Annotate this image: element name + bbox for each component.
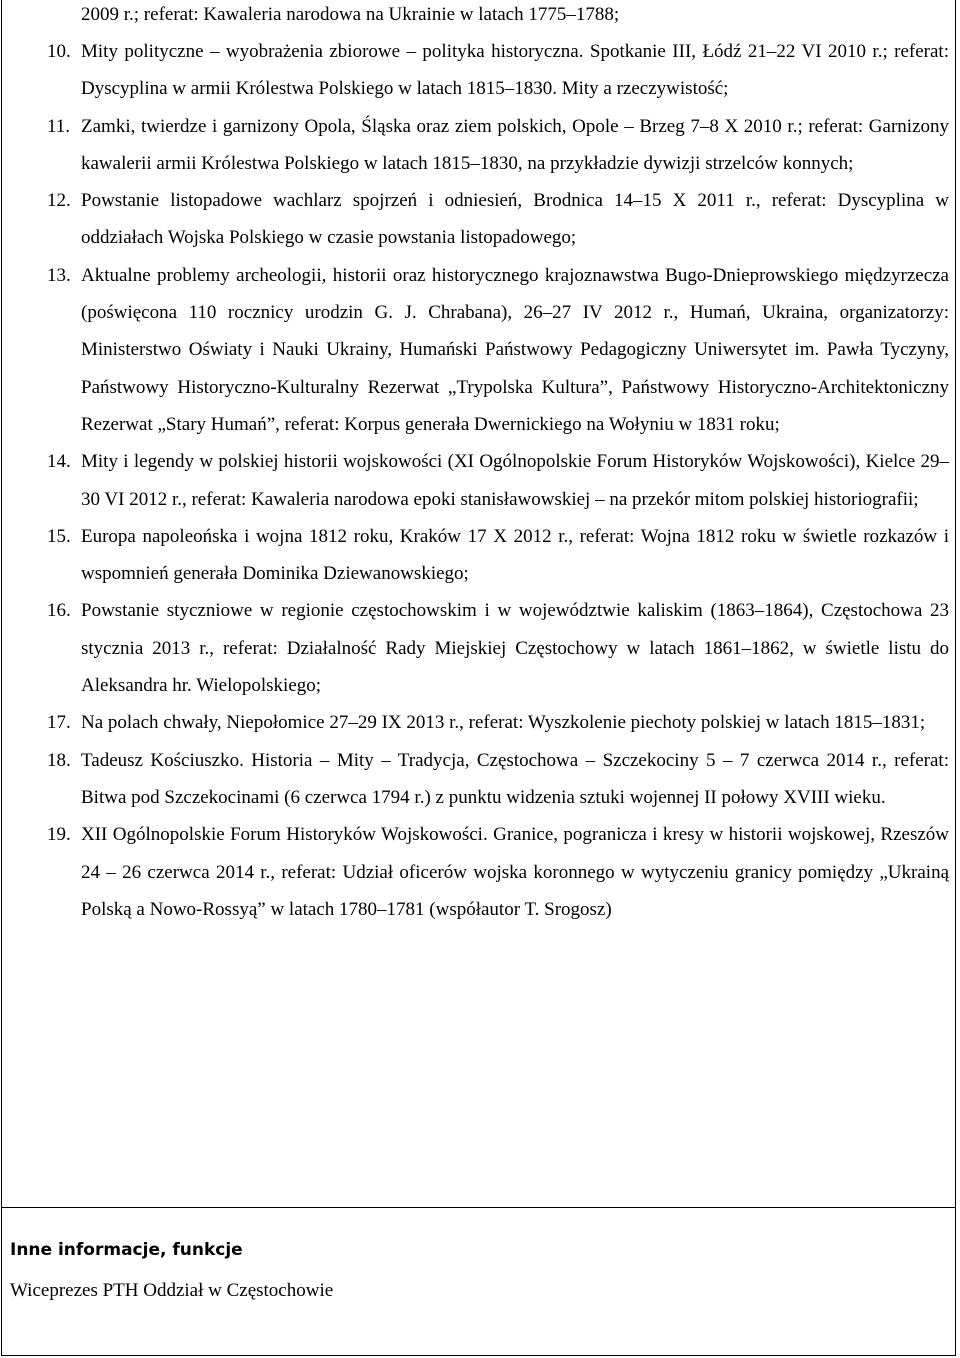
list-item [0,704,949,741]
item-text: XII Ogólnopolskie Forum Historyków Wojskowości. Granice, pogranicza i kresy w historii wojskowej, Rzeszów 24 – 26 czerwca 2014 r., referat: Udział oficerów wojska koronnego w wytyczeniu granicy pomiędzy „Ukrainą Polską a Nowo-Rossyą” w latach 1780–1781 (współautor T. Srogosz) [81,824,949,920]
function-text: Wiceprezes PTH Oddział w Częstochowie [10,1280,334,1301]
list-item [0,257,949,443]
list-item [0,518,949,593]
item-number: 19. [47,824,71,846]
item-number: 17. [47,712,71,734]
list-item [0,816,949,928]
item-number: 13. [47,264,71,286]
item-text: Powstanie listopadowe wachlarz spojrzeń i odniesień, Brodnica 14–15 X 2011 r., referat: Dyscyplina w oddziałach Wojska Polskiego w czasie powstania listopadowego; [81,190,949,249]
item-text: Tadeusz Kościuszko. Historia – Mity – Tradycja, Częstochowa – Szczekociny 5 – 7 czerwca 2014 r., referat: Bitwa pod Szczekocinami (6 czerwca 1794 r.) z punktu widzenia sztuki wojennej II połowy XVIII wieku. [81,749,949,808]
other-info-section [10,1239,940,1303]
item-number: 16. [47,600,71,622]
item-text: Mity i legendy w polskiej historii wojskowości (XI Ogólnopolskie Forum Historyków Wojskowości), Kielce 29–30 VI 2012 r., referat: Kawaleria narodowa epoki stanisławowskiej – na przekór mitom polskiej historiografii; [81,451,949,510]
list-item [0,443,949,518]
item-number: 11. [47,115,71,137]
item-text: Zamki, twierdze i garnizony Opola, Śląska oraz ziem polskich, Opole – Brzeg 7–8 X 2010 r.; referat: Garnizony kawalerii armii Królestwa Polskiego w latach 1815–1830, na przykładzie dywizji strzelców konnych; [81,115,949,174]
item-text: Europa napoleońska i wojna 1812 roku, Kraków 17 X 2012 r., referat: Wojna 1812 roku w świetle rozkazów i wspomnień generała Dominika Dziewanowskiego; [81,525,949,585]
continued-entry-text: 2009 r.; referat: Kawaleria narodowa na Ukrainie w latach 1775–1788; [81,4,620,25]
list-item [0,182,949,257]
section-divider [1,1207,956,1208]
item-number: 18. [47,749,71,771]
item-text: Aktualne problemy archeologii, historii oraz historycznego krajoznawstwa Bugo-Dnieprowskiego międzyrzecza (poświęcona 110 rocznicy urodzin G. J. Chrabana), 26–27 IV 2012 r., Humań, Ukraina, organizatorzy: Ministerstwo Oświaty i Nauki Ukrainy, Humański Państwowy Pedagogiczny Uniwersytet im. Pawła Tyczyny, Państwowy Historyczno-Kulturalny Rezerwat „Trypolska Kultura”, Państwowy Historyczno-Architektoniczny Rezerwat „Stary Humań”, referat: Korpus generała Dwernickiego na Wołyniu w 1831 roku; [81,264,949,435]
list-item [0,592,949,704]
item-number: 15. [47,525,71,547]
item-number: 10. [47,41,71,62]
list-item [0,742,949,817]
list-item [0,108,949,183]
item-number: 14. [47,451,71,473]
list-item [0,33,949,108]
conference-list [0,33,949,928]
item-text: Powstanie styczniowe w regionie częstochowskim i w województwie kaliskim (1863–1864), Częstochowa 23 stycznia 2013 r., referat: Działalność Rady Miejskiej Częstochowy w latach 1861–1862, w świetle listu do Aleksandra hr. Wielopolskiego; [81,600,949,697]
item-text: Mity polityczne – wyobrażenia zbiorowe – polityka historyczna. Spotkanie III, Łódź 21–22 VI 2010 r.; referat: Dyscyplina w armii Królestwa Polskiego w latach 1815–1830. Mity a rzeczywistość; [81,41,949,100]
section-heading: Inne informacje, funkcje [10,1240,243,1260]
item-number: 12. [47,190,71,212]
item-text: Na polach chwały, Niepołomice 27–29 IX 2013 r., referat: Wyszkolenie piechoty polskiej w latach 1815–1831; [81,712,926,734]
